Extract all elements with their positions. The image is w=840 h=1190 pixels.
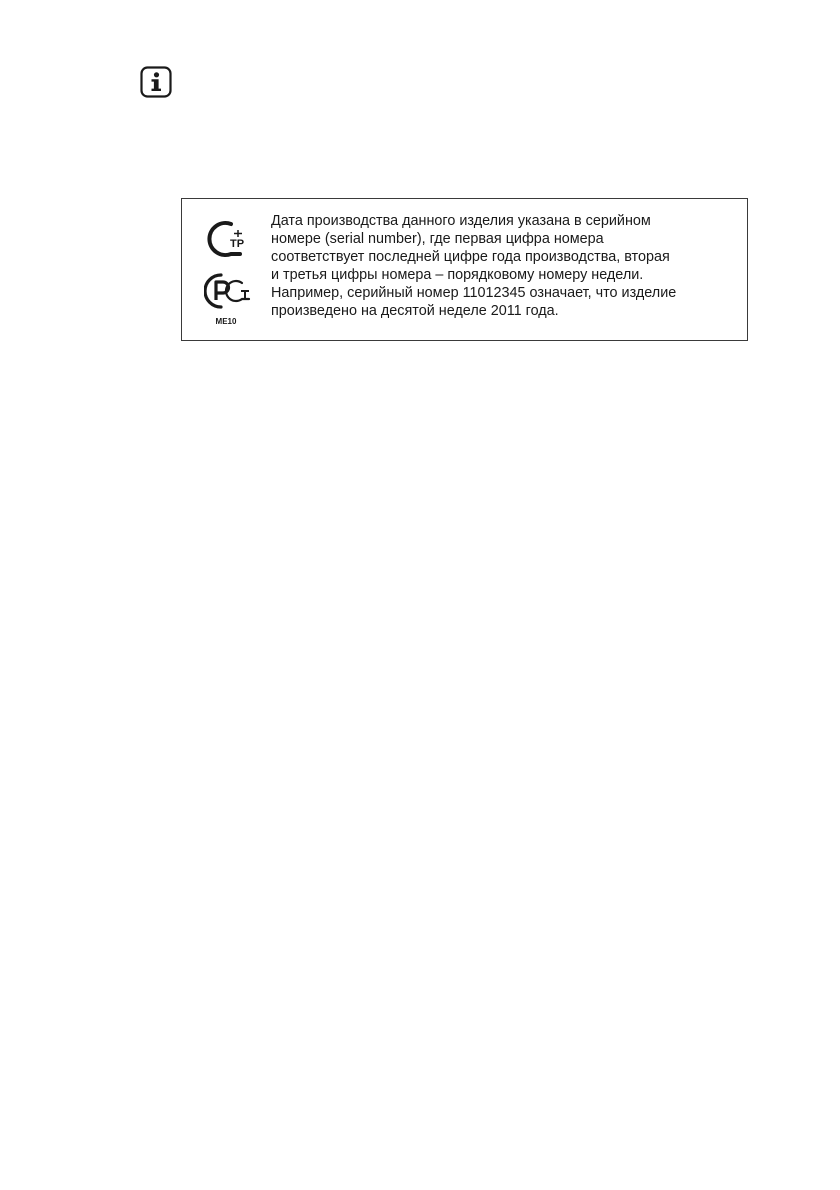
info-icon xyxy=(140,66,172,98)
note-line: номере (serial number), где первая цифра номера xyxy=(271,231,604,247)
note-line: и третья цифры номера – порядковому номеру недели. xyxy=(271,267,644,283)
svg-text:TP: TP xyxy=(229,238,245,250)
note-line: Дата производства данного изделия указана в серийном xyxy=(271,213,651,229)
serial-number-note xyxy=(271,212,741,320)
certification-logos xyxy=(202,213,258,333)
note-line: соответствует последней цифре года производства, вторая xyxy=(271,249,670,265)
certification-box xyxy=(181,198,748,341)
pct-gost-mark-icon xyxy=(204,269,252,313)
note-line: Например, серийный номер 11012345 означает, что изделие xyxy=(271,285,677,301)
eac-tr-mark-icon xyxy=(204,217,252,261)
note-line: произведено на десятой неделе 2011 года. xyxy=(271,303,559,319)
pct-mark-code: ME10 xyxy=(215,317,237,326)
